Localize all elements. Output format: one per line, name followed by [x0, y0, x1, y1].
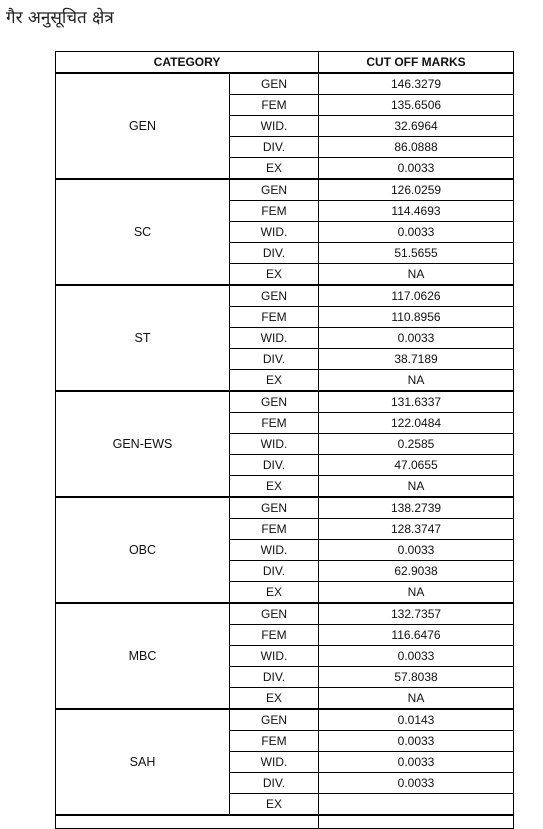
table-body — [56, 73, 514, 829]
category-cell: MBC — [56, 603, 230, 709]
cutoff-marks-table — [55, 51, 514, 829]
cutoff-marks-cell — [319, 794, 514, 816]
table-row — [56, 497, 514, 519]
category-cell: SC — [56, 179, 230, 285]
subcategory-cell: FEM — [230, 201, 319, 222]
subcategory-cell: WID. — [230, 434, 319, 455]
subcategory-cell: WID. — [230, 222, 319, 243]
cutoff-marks-cell: NA — [319, 264, 514, 286]
empty-cell — [319, 815, 514, 829]
subcategory-cell: GEN — [230, 179, 319, 201]
category-cell: GEN — [56, 73, 230, 179]
cutoff-marks-cell: NA — [319, 370, 514, 392]
table-row — [56, 709, 514, 731]
subcategory-cell: WID. — [230, 116, 319, 137]
subcategory-cell: WID. — [230, 646, 319, 667]
subcategory-cell: EX — [230, 370, 319, 392]
table-row — [56, 603, 514, 625]
cutoff-marks-cell: 0.0033 — [319, 540, 514, 561]
cutoff-marks-cell: 114.4693 — [319, 201, 514, 222]
subcategory-cell: WID. — [230, 328, 319, 349]
subcategory-cell: EX — [230, 264, 319, 286]
table-row — [56, 179, 514, 201]
subcategory-cell: GEN — [230, 603, 319, 625]
subcategory-cell: GEN — [230, 497, 319, 519]
cutoff-marks-cell: 51.5655 — [319, 243, 514, 264]
table-row — [56, 391, 514, 413]
subcategory-cell: DIV. — [230, 349, 319, 370]
subcategory-cell: WID. — [230, 752, 319, 773]
cutoff-marks-cell: 135.6506 — [319, 95, 514, 116]
cutoff-marks-cell: 116.6476 — [319, 625, 514, 646]
cutoff-marks-cell: 131.6337 — [319, 391, 514, 413]
subcategory-cell: DIV. — [230, 243, 319, 264]
cutoff-marks-cell: NA — [319, 582, 514, 604]
subcategory-cell: DIV. — [230, 667, 319, 688]
subcategory-cell: EX — [230, 794, 319, 816]
subcategory-cell: DIV. — [230, 137, 319, 158]
subcategory-cell: EX — [230, 158, 319, 180]
category-cell: ST — [56, 285, 230, 391]
cutoff-marks-cell: 128.3747 — [319, 519, 514, 540]
cutoff-marks-cell: 0.0033 — [319, 773, 514, 794]
cutoff-marks-cell: 126.0259 — [319, 179, 514, 201]
subcategory-cell: WID. — [230, 540, 319, 561]
cutoff-marks-cell: 38.7189 — [319, 349, 514, 370]
table-row — [56, 73, 514, 95]
table-row — [56, 815, 514, 829]
subcategory-cell: FEM — [230, 519, 319, 540]
cutoff-marks-cell: NA — [319, 476, 514, 498]
subcategory-cell: FEM — [230, 731, 319, 752]
cutoff-marks-cell: 0.2585 — [319, 434, 514, 455]
cutoff-marks-cell: 146.3279 — [319, 73, 514, 95]
cutoff-marks-cell: 57.8038 — [319, 667, 514, 688]
subcategory-cell: FEM — [230, 95, 319, 116]
cutoff-marks-cell: 0.0033 — [319, 222, 514, 243]
category-header: CATEGORY — [56, 52, 319, 74]
subcategory-cell: DIV. — [230, 455, 319, 476]
subcategory-cell: DIV. — [230, 773, 319, 794]
cutoff-marks-cell: 32.6964 — [319, 116, 514, 137]
cutoff-marks-cell: 86.0888 — [319, 137, 514, 158]
cutoff-marks-cell: 0.0143 — [319, 709, 514, 731]
subcategory-cell: EX — [230, 476, 319, 498]
category-cell: SAH — [56, 709, 230, 815]
subcategory-cell: GEN — [230, 285, 319, 307]
cutoff-marks-cell: 110.8956 — [319, 307, 514, 328]
subcategory-cell: FEM — [230, 307, 319, 328]
subcategory-cell: FEM — [230, 625, 319, 646]
category-cell: GEN-EWS — [56, 391, 230, 497]
category-cell: OBC — [56, 497, 230, 603]
empty-cell — [56, 815, 319, 829]
cutoff-marks-cell: 0.0033 — [319, 158, 514, 180]
page-title: गैर अनुसूचित क्षेत्र — [6, 8, 114, 28]
table-header-row — [56, 52, 514, 74]
cutoff-marks-cell: 122.0484 — [319, 413, 514, 434]
cutoff-marks-cell: 117.0626 — [319, 285, 514, 307]
cutoff-marks-cell: 0.0033 — [319, 328, 514, 349]
subcategory-cell: EX — [230, 688, 319, 710]
subcategory-cell: FEM — [230, 413, 319, 434]
cutoff-marks-cell: 132.7357 — [319, 603, 514, 625]
cutoff-marks-cell: 138.2739 — [319, 497, 514, 519]
subcategory-cell: DIV. — [230, 561, 319, 582]
cutoff-marks-cell: 0.0033 — [319, 646, 514, 667]
cutoff-marks-cell: 47.0655 — [319, 455, 514, 476]
cutoff-marks-cell: 62.9038 — [319, 561, 514, 582]
subcategory-cell: GEN — [230, 709, 319, 731]
table-row — [56, 285, 514, 307]
cutoff-marks-cell: NA — [319, 688, 514, 710]
cutoff-marks-header: CUT OFF MARKS — [319, 52, 514, 74]
cutoff-marks-cell: 0.0033 — [319, 752, 514, 773]
subcategory-cell: GEN — [230, 391, 319, 413]
subcategory-cell: EX — [230, 582, 319, 604]
cutoff-marks-cell: 0.0033 — [319, 731, 514, 752]
subcategory-cell: GEN — [230, 73, 319, 95]
